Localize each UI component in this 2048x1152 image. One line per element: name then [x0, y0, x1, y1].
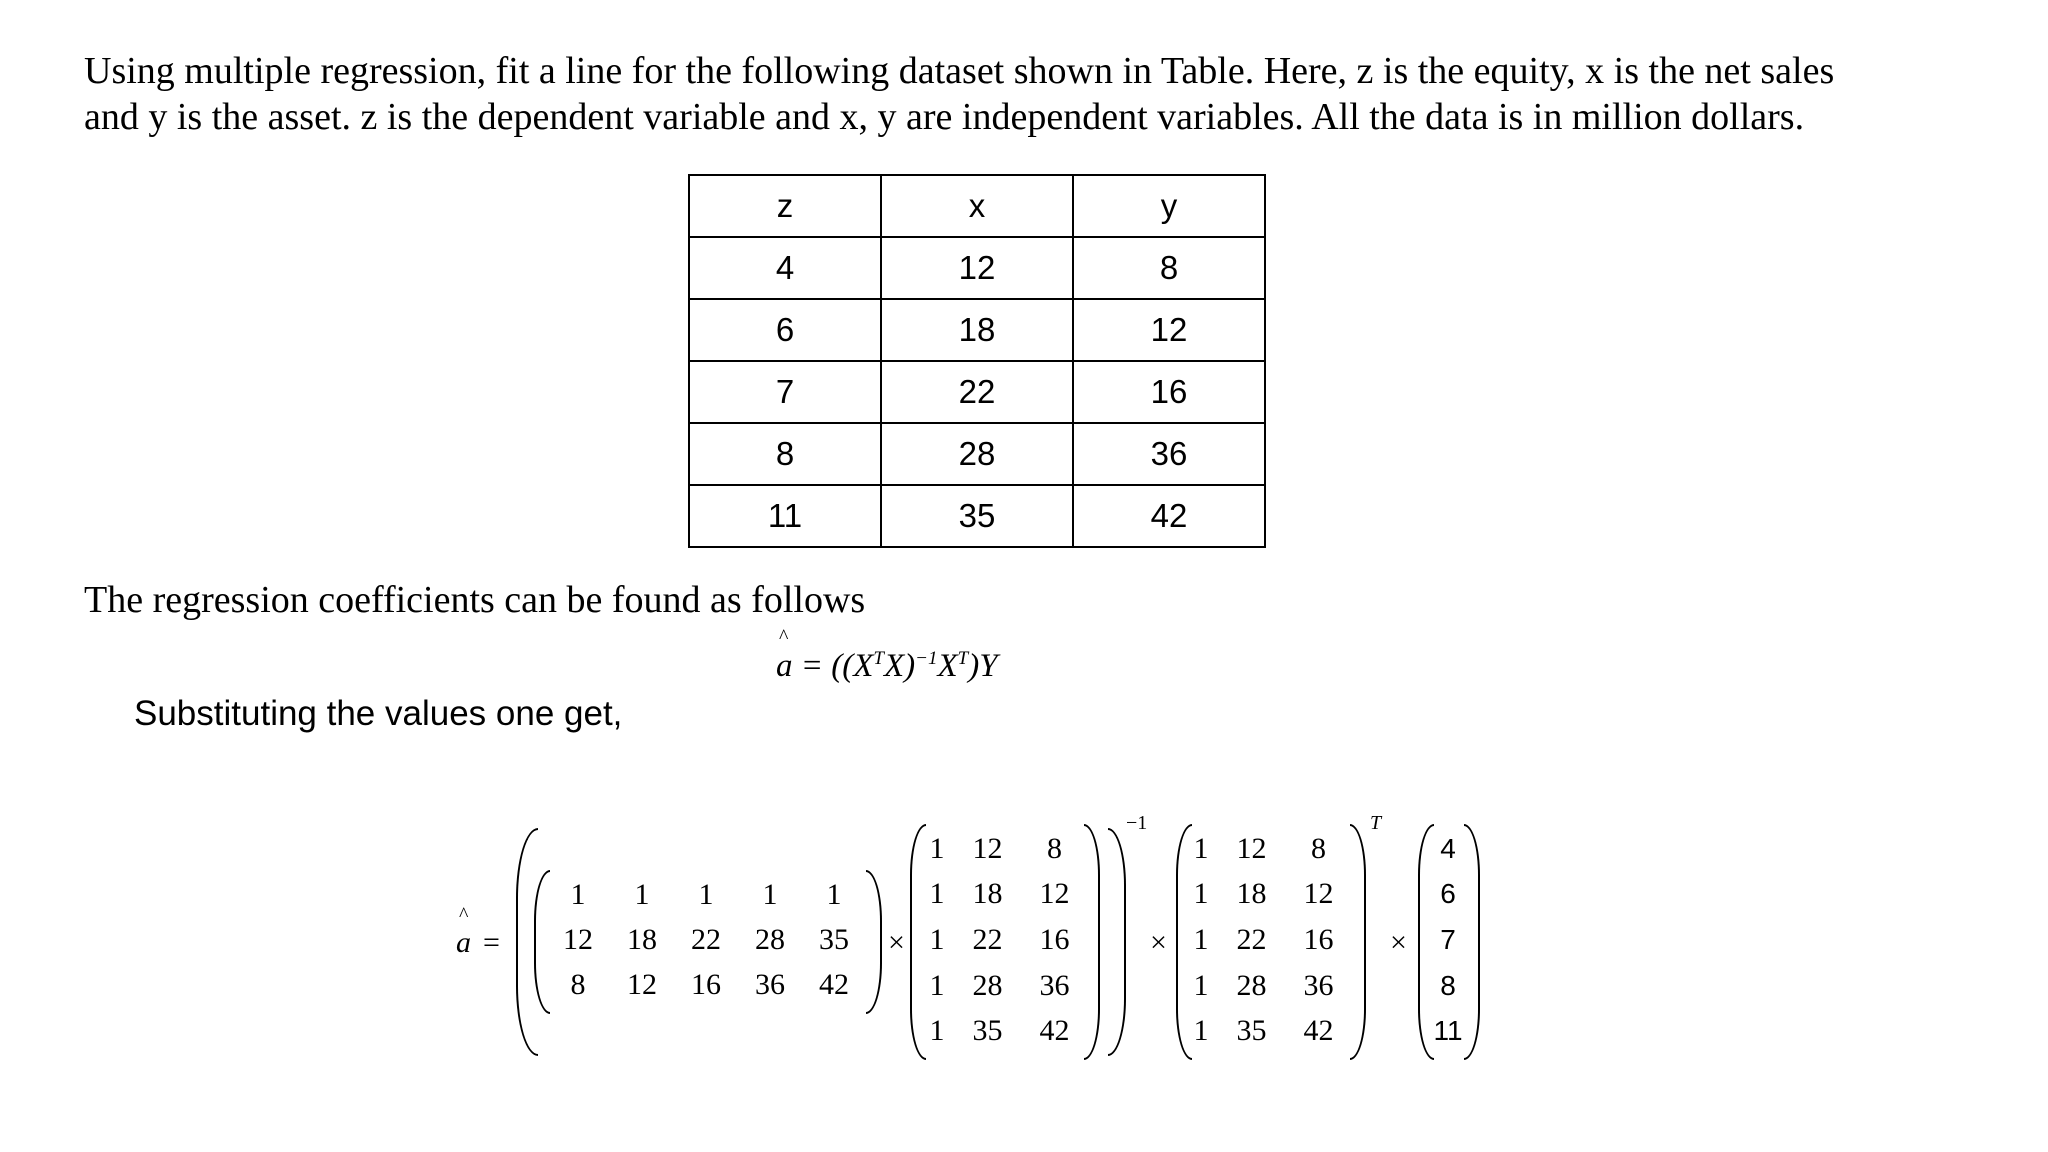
vector-cell: 8 — [1440, 969, 1456, 1001]
table-cell: 35 — [881, 485, 1073, 547]
matrix-cell: 35 — [819, 922, 849, 956]
table-cell: 22 — [881, 361, 1073, 423]
table-cell: 6 — [689, 299, 881, 361]
xt-right-paren — [866, 870, 882, 1014]
matrix-cell: 1 — [1193, 922, 1209, 956]
xt-matrix — [546, 872, 866, 1008]
matrix-cell: 35 — [972, 1014, 1003, 1048]
table-cell: 12 — [881, 237, 1073, 299]
table-header-row — [689, 175, 1265, 237]
matrix-cell: 18 — [627, 922, 657, 956]
lhs-a: ^ a — [456, 926, 471, 960]
table-cell: 28 — [881, 423, 1073, 485]
matrix-cell: 1 — [929, 968, 945, 1002]
matrix-cell: 12 — [1236, 831, 1267, 865]
matrix-cell: 22 — [691, 922, 721, 956]
substitution-text: Substituting the values one get, — [134, 694, 623, 733]
table-cell: 16 — [1073, 361, 1265, 423]
x2-right-paren — [1350, 824, 1366, 1060]
matrix-cell: 1 — [1193, 831, 1209, 865]
vector-cell: 11 — [1433, 1015, 1463, 1047]
intro-line-2: and y is the asset. z is the dependent variable and x, y are independent variables. All the data is in million dollars. — [84, 96, 1805, 138]
outer-right-paren — [1108, 828, 1126, 1056]
formula-eq: = (( — [792, 648, 854, 684]
matrix-cell: 1 — [826, 877, 842, 911]
matrix-cell: 1 — [762, 877, 778, 911]
table-cell: 12 — [1073, 299, 1265, 361]
lhs-a-hat — [456, 926, 471, 960]
matrix-cell: 36 — [1303, 968, 1334, 1002]
table-cell: 8 — [1073, 237, 1265, 299]
matrix-cell: 1 — [929, 1014, 945, 1048]
intro-line-1: Using multiple regression, fit a line for the following dataset shown in Table. Here, z is the equity, x is the net sales — [84, 50, 1835, 92]
a-hat: ^ a — [776, 648, 793, 685]
matrix-cell: 1 — [634, 877, 650, 911]
matrix-cell: 28 — [1236, 968, 1267, 1002]
matrix-cell: 12 — [1303, 877, 1334, 911]
header-x: x — [881, 175, 1073, 237]
formula-x: X — [937, 648, 958, 684]
matrix-cell: 12 — [627, 968, 657, 1002]
formula-paren: ) — [904, 648, 916, 684]
matrix-cell: 1 — [570, 877, 586, 911]
x-matrix — [920, 826, 1088, 1054]
vector-cell: 7 — [1440, 923, 1456, 955]
formula-transpose: T — [957, 648, 969, 669]
matrix-cell: 1 — [698, 877, 714, 911]
matrix-cell: 12 — [972, 831, 1003, 865]
table-cell: 36 — [1073, 423, 1265, 485]
matrix-cell: 12 — [563, 922, 593, 956]
equals-sign: = — [483, 926, 500, 959]
times-sign: × — [888, 926, 905, 959]
matrix-cell: 1 — [929, 922, 945, 956]
vector-cell: 4 — [1440, 832, 1456, 864]
table-cell: 18 — [881, 299, 1073, 361]
matrix-cell: 22 — [972, 922, 1003, 956]
matrix-cell: 1 — [1193, 1014, 1209, 1048]
formula-paren-y: )Y — [968, 648, 998, 684]
formula-inverse: −1 — [915, 648, 938, 669]
table-row — [689, 423, 1265, 485]
table-row — [689, 361, 1265, 423]
data-table — [688, 174, 1266, 548]
x2-matrix — [1184, 826, 1352, 1054]
matrix-cell: 1 — [1193, 877, 1209, 911]
matrix-cell: 16 — [1303, 922, 1334, 956]
matrix-cell: 1 — [929, 831, 945, 865]
times-sign: × — [1390, 926, 1407, 959]
matrix-cell: 36 — [755, 968, 785, 1002]
matrix-cell: 1 — [1193, 968, 1209, 1002]
regression-formula — [776, 648, 998, 685]
inverse-exponent: −1 — [1126, 812, 1148, 834]
matrix-cell: 8 — [1047, 831, 1062, 865]
transpose-exponent: T — [1370, 812, 1382, 834]
matrix-cell: 18 — [1236, 877, 1267, 911]
table-cell: 4 — [689, 237, 881, 299]
coefficients-text: The regression coefficients can be found as follows — [84, 579, 866, 621]
table-cell: 42 — [1073, 485, 1265, 547]
table-row — [689, 485, 1265, 547]
matrix-cell: 18 — [972, 877, 1003, 911]
intro-paragraph — [84, 48, 1984, 140]
times-sign: × — [1150, 926, 1167, 959]
matrix-cell: 28 — [755, 922, 785, 956]
matrix-cell: 12 — [1039, 877, 1070, 911]
table-row — [689, 237, 1265, 299]
header-y: y — [1073, 175, 1265, 237]
formula-x: X — [853, 648, 874, 684]
formula-x: X — [884, 648, 905, 684]
y-vector — [1428, 826, 1468, 1054]
matrix-cell: 36 — [1039, 968, 1070, 1002]
table-cell: 11 — [689, 485, 881, 547]
matrix-cell: 28 — [972, 968, 1003, 1002]
matrix-cell: 16 — [1039, 922, 1070, 956]
formula-transpose: T — [873, 648, 884, 669]
matrix-cell: 16 — [691, 968, 721, 1002]
matrix-cell: 8 — [570, 968, 586, 1002]
matrix-cell: 42 — [1039, 1014, 1070, 1048]
matrix-cell: 42 — [819, 968, 849, 1002]
matrix-cell: 1 — [929, 877, 945, 911]
table-row — [689, 299, 1265, 361]
table-cell: 7 — [689, 361, 881, 423]
matrix-cell: 42 — [1303, 1014, 1334, 1048]
header-z: z — [689, 175, 881, 237]
vector-cell: 6 — [1440, 878, 1456, 910]
matrix-cell: 35 — [1236, 1014, 1267, 1048]
matrix-cell: 22 — [1236, 922, 1267, 956]
matrix-cell: 8 — [1311, 831, 1326, 865]
table-cell: 8 — [689, 423, 881, 485]
